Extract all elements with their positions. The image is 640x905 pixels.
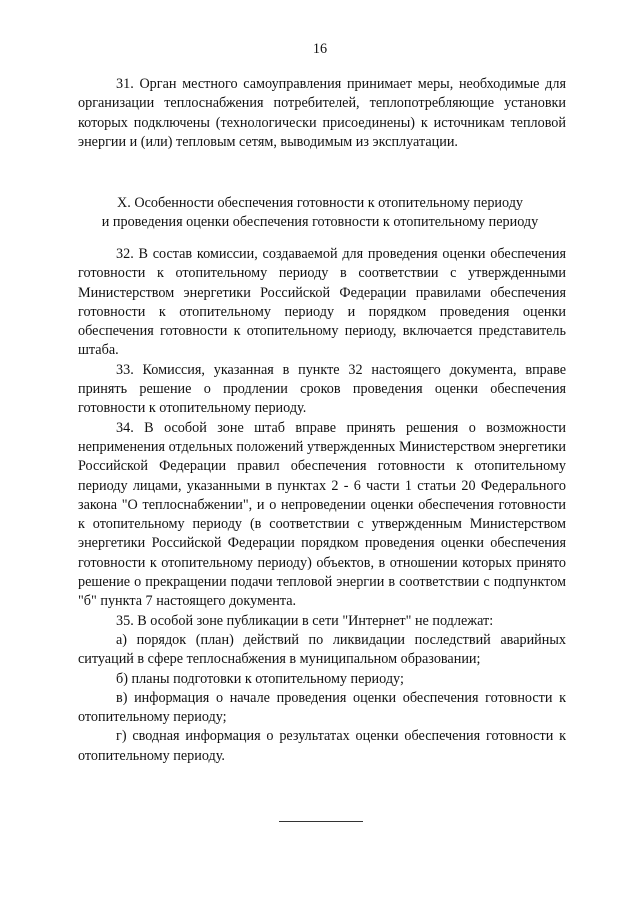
section-heading-line-1: X. Особенности обеспечения готовности к отопительному периоду bbox=[116, 195, 524, 211]
paragraph-31: 31. Орган местного самоуправления принимает меры, необходимые для организации теплоснабжения потребителей, теплопотребляющие установки которых подключены (технологически присоединены) к источникам тепловой энергии и (или) тепловым сетям, выводимым из эксплуатации. bbox=[78, 76, 566, 150]
page-number: 16 bbox=[312, 41, 328, 57]
list-item-v: в) информация о начале проведения оценки обеспечения готовности к отопительному периоду; bbox=[78, 689, 566, 726]
paragraph-block-1 bbox=[78, 75, 566, 152]
paragraph-block-2 bbox=[78, 245, 566, 766]
paragraph-33: 33. Комиссия, указанная в пункте 32 настоящего документа, вправе принять решение о продлении сроков проведения оценки обеспечения готовности к отопительному периоду. bbox=[78, 361, 566, 417]
footer-divider bbox=[279, 821, 363, 822]
paragraph-35: 35. В особой зоне публикации в сети "Интернет" не подлежат: bbox=[116, 612, 494, 629]
list-item-b: б) планы подготовки к отопительному периоду; bbox=[116, 670, 404, 687]
section-heading bbox=[60, 194, 580, 233]
paragraph-32: 32. В состав комиссии, создаваемой для проведения оценки обеспечения готовности к отопительному периоду в соответствии с утвержденными Министерством энергетики Российской Федерации правилами обеспечения готовности к отопительному периоду и порядком проведения оценки обеспечения готовности к отопительному периоду, включается представитель штаба. bbox=[78, 246, 566, 359]
list-item-g: г) сводная информация о результатах оценки обеспечения готовности к отопительному периоду. bbox=[78, 728, 566, 764]
list-item-a: а) порядок (план) действий по ликвидации последствий аварийных ситуаций в сфере теплоснабжения в муниципальном образовании; bbox=[78, 631, 566, 668]
section-heading-line-2: и проведения оценки обеспечения готовности к отопительному периоду bbox=[101, 214, 539, 231]
paragraph-34: 34. В особой зоне штаб вправе принять решения о возможности неприменения отдельных положений утвержденных Министерством энергетики Российской Федерации правил обеспечения готовности к отопительному периоду лицами, указанными в пунктах 2 - 6 части 1 статьи 20 Федерального закона "О теплоснабжении", и о непроведении оценки обеспечения готовности к отопительному периоду (в соответствии с утвержденным Министерством энергетики Российской Федерации порядком проведения оценки обеспечения готовности к отопительному периоду) объектов, в отношении которых принято решение о прекращении подачи тепловой энергии в соответствии с подпунктом "б" пункта 7 настоящего документа. bbox=[78, 419, 566, 610]
